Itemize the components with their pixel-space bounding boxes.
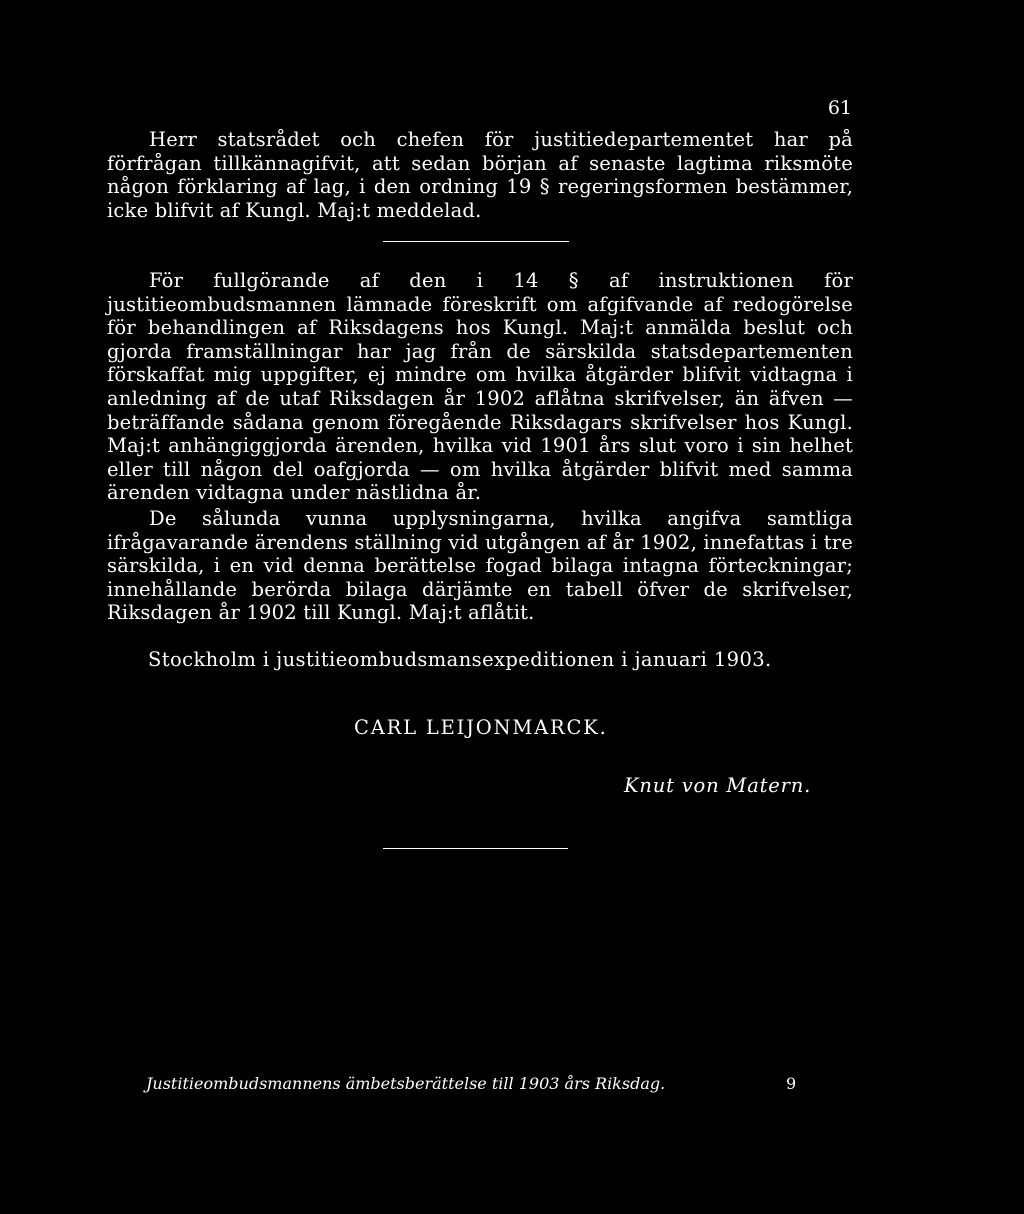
- paragraph-appendix-description: De sålunda vunna upplysningarna, hvilka angifva samtliga ifrågavarande ärendens ställning vid utgången af år 1902, innefattas i tre särskilda, i en vid denna berättelse fogad bilaga intagna förteckningar; innehållande berörda bilaga därjämte en tabell öfver de skrifvelser, Riksdagen år 1902 till Kungl. Maj:t aflåtit.: [107, 507, 853, 625]
- page-number: 61: [827, 97, 852, 119]
- dateline: Stockholm i justitieombudsmansexpeditionen i januari 1903.: [148, 648, 772, 671]
- paragraph-report-basis: För fullgörande af den i 14 § af instruktionen för justitieombudsmannen lämnade föreskrift om afgifvande af redogörelse för behandlingen af Riksdagens hos Kungl. Maj:t anmälda beslut och gjorda framställningar har jag från de särskilda statsdepartementen förskaffat mig uppgifter, ej mindre om hvilka åtgärder blifvit vidtagna i anledning af de utaf Riksdagen år 1902 aflåtna skrifvelser, än äfven — beträffande sådana genom föregående Riksdagars skrifvelser hos Kungl. Maj:t anhängiggjorda ärenden, hvilka vid 1901 års slut voro i sin helhet eller till någon del oafgjorda — om hvilka åtgärder blifvit med samma ärenden vidtagna under nästlidna år.: [107, 269, 853, 505]
- section-divider: [383, 241, 569, 242]
- footer-running-title: Justitieombudsmannens ämbetsberättelse till 1903 års Riksdag.: [146, 1074, 666, 1093]
- footer-signature-mark: 9: [786, 1074, 797, 1093]
- closing-divider: [383, 848, 568, 849]
- signature-countersign: Knut von Matern.: [624, 774, 812, 797]
- paragraph-interpretation-notice: Herr statsrådet och chefen för justitiedepartementet har på förfrågan tillkännagifvit, att sedan början af senaste lagtima riksmöte någon förklaring af lag, i den ordning 19 § regeringsformen bestämmer, icke blifvit af Kungl. Maj:t meddelad.: [107, 128, 853, 222]
- signature-ombudsman: CARL LEIJONMARCK.: [354, 716, 608, 739]
